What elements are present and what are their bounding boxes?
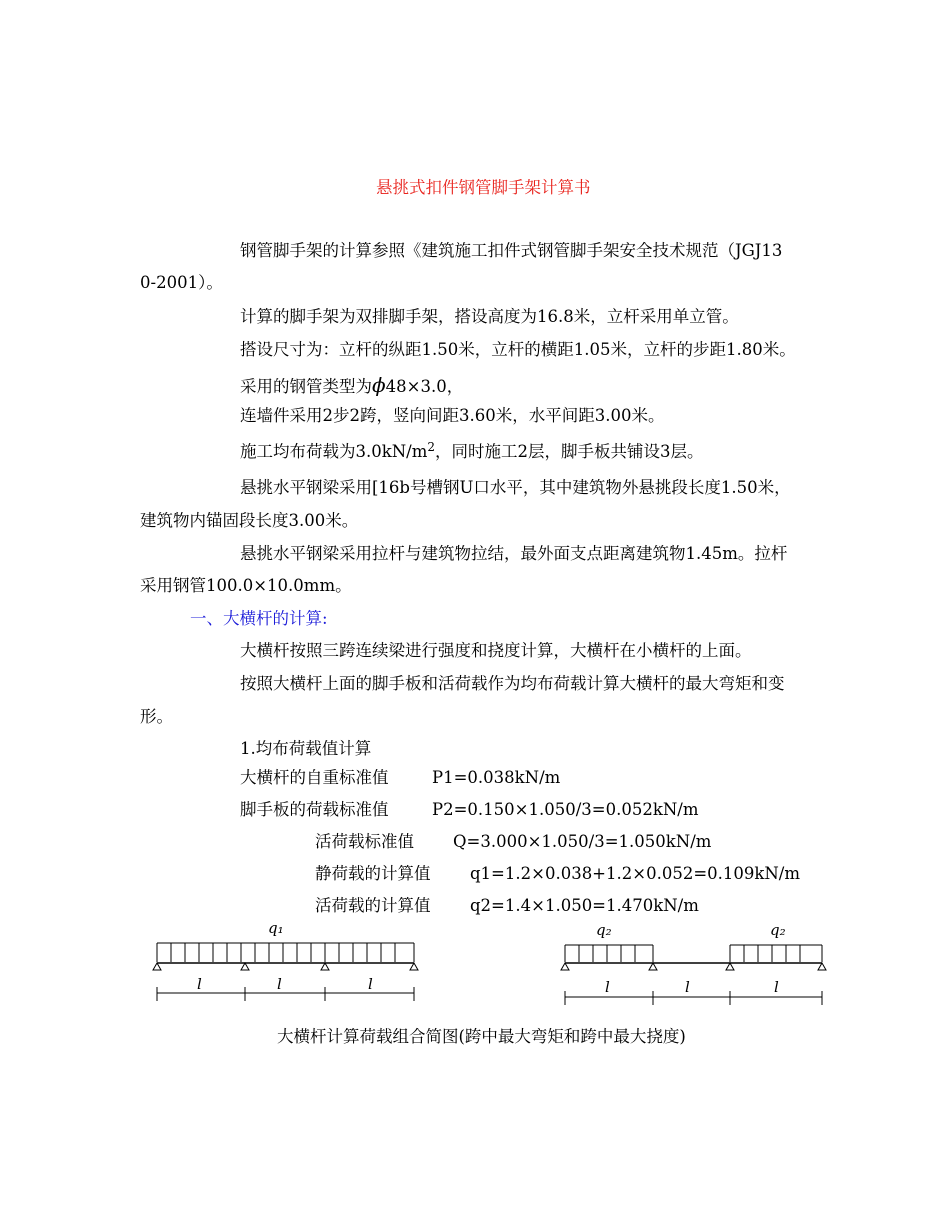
supports <box>561 963 826 970</box>
load-text-rest: ，同时施工2层，脚手板共铺设3层。 <box>435 442 704 461</box>
phi-symbol: ϕ <box>372 373 386 397</box>
paragraph-load-basis-line2: 形。 <box>140 707 173 726</box>
calc-live-load-value: Q=3.000×1.050/3=1.050kN/m <box>453 832 712 851</box>
calc-board-load-label: 脚手板的荷载标准值 <box>240 800 389 819</box>
paragraph-steel-beam-line1: 悬挑水平钢梁采用[16b号槽钢U口水平，其中建筑物外悬挑段长度1.50米， <box>240 478 791 497</box>
pipe-type-value: 48×3.0， <box>385 377 464 396</box>
load-label-q2-left: q₂ <box>596 921 612 939</box>
diagram-caption: 大横杆计算荷载组合简图(跨中最大弯矩和跨中最大挠度) <box>277 1027 686 1046</box>
paragraph-wall-ties: 连墙件采用2步2跨，竖向间距3.60米，水平间距3.00米。 <box>240 406 665 425</box>
load-label-q2-right: q₂ <box>770 921 786 939</box>
paragraph-steel-beam-line2: 建筑物内锚固段长度3.00米。 <box>140 511 359 530</box>
load-text: 施工均布荷载为3.0kN/m <box>240 442 428 461</box>
section-heading-1: 一、大横杆的计算: <box>190 609 328 628</box>
beam-diagram-full-load <box>140 915 440 1010</box>
supports <box>153 963 418 970</box>
dimension-line <box>157 987 414 1001</box>
calc-live-design-value: q2=1.4×1.050=1.470kN/m <box>470 896 699 915</box>
document-title: 悬挑式扣件钢管脚手架计算书 <box>376 178 591 197</box>
paragraph-dimensions: 搭设尺寸为：立杆的纵距1.50米，立杆的横距1.05米，立杆的步距1.80米。 <box>240 340 796 359</box>
load-label-q1: q₁ <box>268 919 284 937</box>
load-arrows-right-span <box>730 945 822 962</box>
paragraph-pipe-type <box>240 373 463 397</box>
subheading-uniform-load: 1.均布荷载值计算 <box>240 739 372 758</box>
paragraph-tie-rod-line2: 采用钢管100.0×10.0mm。 <box>140 576 352 595</box>
dimension-line <box>565 991 822 1005</box>
calc-live-design-label: 活荷载的计算值 <box>315 896 431 915</box>
calc-live-load-label: 活荷载标准值 <box>315 832 414 851</box>
paragraph-height: 计算的脚手架为双排脚手架，搭设高度为16.8米，立杆采用单立管。 <box>240 307 739 326</box>
span-label: l <box>605 978 610 996</box>
calc-static-design-label: 静荷载的计算值 <box>315 864 431 883</box>
span-label: l <box>685 978 690 996</box>
span-label: l <box>774 978 779 996</box>
calc-self-weight-label: 大横杆的自重标准值 <box>240 768 389 787</box>
paragraph-intro-line2: 0-2001）。 <box>140 273 223 292</box>
span-label: l <box>197 975 202 993</box>
span-label: l <box>277 975 282 993</box>
load-superscript: 2 <box>427 440 436 454</box>
pipe-type-label: 采用的钢管类型为 <box>240 377 372 396</box>
calc-static-design-value: q1=1.2×0.038+1.2×0.052=0.109kN/m <box>470 864 801 883</box>
paragraph-load <box>240 440 704 462</box>
load-arrows-left-span <box>565 945 653 962</box>
paragraph-method: 大横杆按照三跨连续梁进行强度和挠度计算，大横杆在小横杆的上面。 <box>240 641 752 660</box>
paragraph-load-basis-line1: 按照大横杆上面的脚手板和活荷载作为均布荷载计算大横杆的最大弯矩和变 <box>240 674 785 693</box>
calc-self-weight-value: P1=0.038kN/m <box>432 768 561 787</box>
paragraph-tie-rod-line1: 悬挑水平钢梁采用拉杆与建筑物拉结，最外面支点距离建筑物1.45m。拉杆 <box>240 544 788 563</box>
calc-board-load-value: P2=0.150×1.050/3=0.052kN/m <box>432 800 699 819</box>
beam-diagram-alternate-load <box>550 915 850 1010</box>
span-label: l <box>368 975 373 993</box>
load-arrows <box>157 943 414 962</box>
paragraph-intro-line1: 钢管脚手架的计算参照《建筑施工扣件式钢管脚手架安全技术规范（JGJ13 <box>240 241 783 260</box>
